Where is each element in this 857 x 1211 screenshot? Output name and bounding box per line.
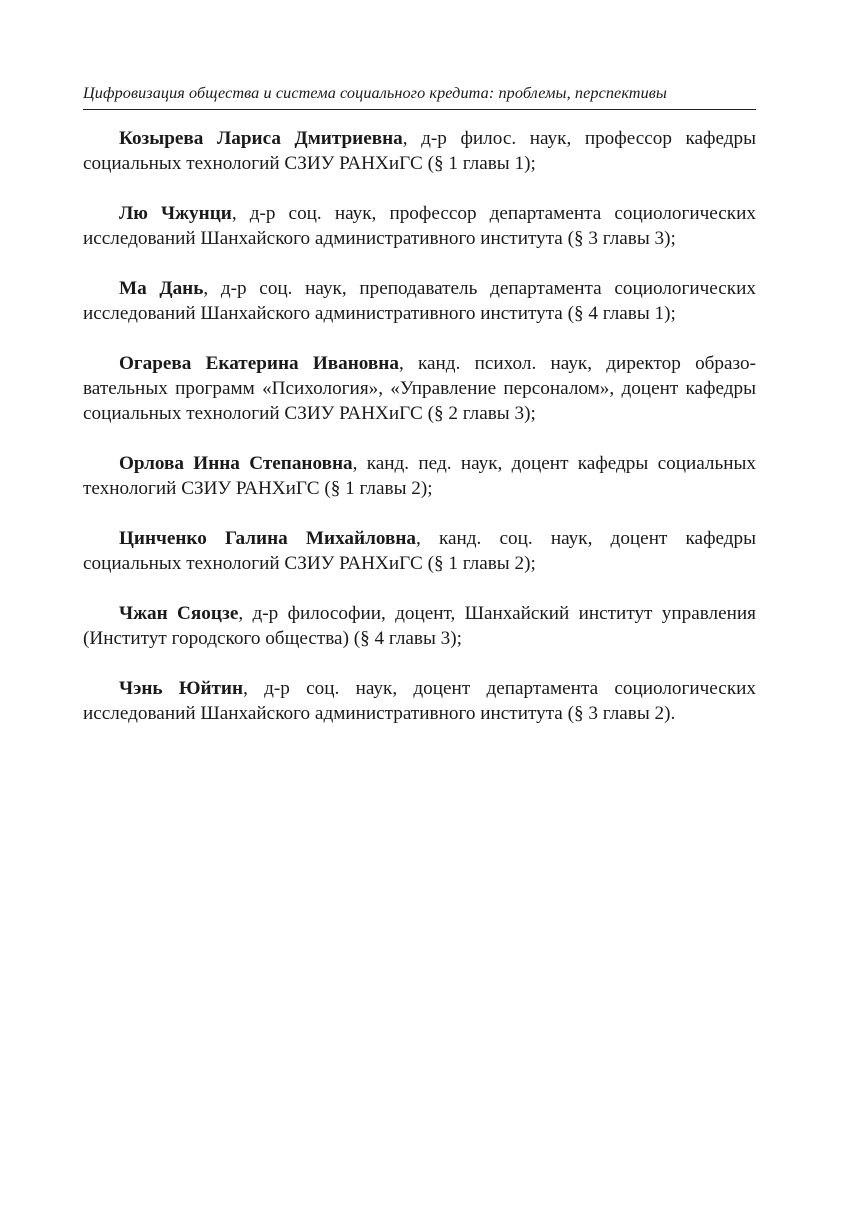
author-name: Огарева Екатерина Ивановна [119, 353, 399, 374]
author-description: , канд. пед. наук, доцент кафедры социальных технологий СЗИУ РАНХиГС (§ 1 главы 2); [83, 453, 757, 499]
author-description: , д-р философии, доцент, Шанхайский институт управления (Институт городского общества) (§ 4 главы 3); [83, 603, 756, 649]
author-description: , д-р соц. наук, доцент департамента социологических исследований Шанхайского административного института (§ 3 главы 2). [83, 678, 756, 724]
author-entry [83, 276, 756, 326]
author-description: , д-р соц. наук, преподаватель департамента социологических исследований Шанхайского административного института (§ 4 главы 1); [83, 278, 756, 324]
author-entry [83, 201, 756, 251]
author-entry [83, 351, 756, 426]
author-name: Лю Чжунци [119, 203, 232, 224]
author-entry [83, 601, 756, 651]
author-description: , канд. соц. наук, доцент кафедры социальных технологий СЗИУ РАНХиГС (§ 1 главы 2); [83, 528, 757, 574]
header-rule [83, 109, 756, 110]
author-description: , д-р соц. наук, профессор департамента социологических исследований Шанхайского административного института (§ 3 главы 3); [83, 203, 756, 249]
author-name: Ма Дань [119, 278, 204, 299]
author-entry [83, 451, 756, 501]
author-description: , канд. психол. наук, директор образовательных программ «Психология», «Управление персоналом», доцент кафедры социальных технологий СЗИУ РАНХиГС (§ 2 главы 3); [83, 353, 756, 424]
author-entry [83, 126, 756, 176]
author-name: Козырева Лариса Дмитриевна [119, 128, 403, 149]
author-list [83, 126, 756, 751]
author-name: Чжан Сяоцзе [119, 603, 239, 624]
author-entry [83, 676, 756, 726]
author-entry [83, 526, 756, 576]
author-name: Чэнь Юйтин [119, 678, 244, 699]
author-name: Орлова Инна Степановна [119, 453, 353, 474]
author-name: Цинченко Галина Михайловна [119, 528, 416, 549]
author-description: , д-р филос. наук, профессор кафедры социальных технологий СЗИУ РАНХиГС (§ 1 главы 1); [83, 128, 756, 174]
running-header: Цифровизация общества и система социального кредита: проблемы, перспективы [83, 84, 667, 102]
